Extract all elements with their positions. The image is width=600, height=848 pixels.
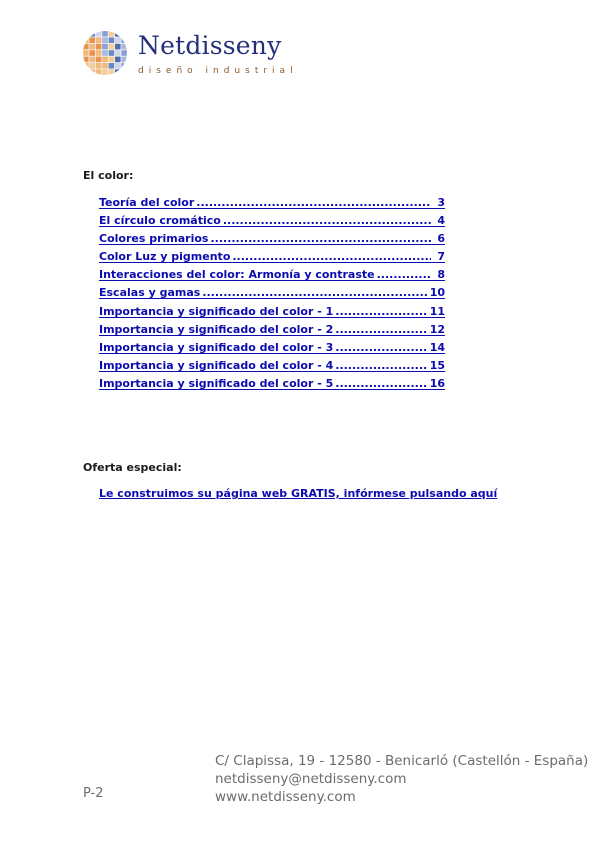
toc-page-number: 4 [437, 214, 445, 228]
toc-row [99, 231, 445, 249]
globe-icon [80, 29, 130, 79]
toc-link[interactable] [99, 213, 445, 227]
toc-page-number: 14 [429, 340, 445, 354]
toc-entry-title: Importancia y significado del color - 4 [99, 358, 334, 372]
toc-link[interactable] [99, 376, 445, 390]
footer-website: www.netdisseny.com [215, 789, 356, 805]
toc-row [99, 376, 445, 394]
toc-link[interactable] [99, 322, 445, 336]
toc-entry-title: Teoría del color [99, 196, 195, 209]
toc-dot-leader [375, 267, 431, 280]
toc-link[interactable] [99, 231, 445, 245]
toc-link[interactable] [99, 267, 445, 281]
toc-row [99, 322, 445, 340]
footer-email: netdisseny@netdisseny.com [215, 771, 407, 787]
toc-page-number: 11 [429, 304, 445, 318]
toc-dot-leader [221, 213, 431, 226]
offer-section-title: Oferta especial: [83, 461, 182, 474]
toc-dot-leader [333, 340, 427, 353]
toc-dot-leader [333, 376, 427, 389]
toc-dot-leader [194, 195, 431, 208]
color-section-title: El color: [83, 169, 134, 182]
toc-dot-leader [333, 304, 427, 317]
toc-entry-title: Importancia y significado del color - 5 [99, 376, 334, 390]
toc-row [99, 358, 445, 376]
toc-entry-title: Importancia y significado del color - 3 [99, 340, 334, 354]
toc-page-number: 7 [437, 250, 445, 264]
toc-row [99, 267, 445, 285]
toc-dot-leader [208, 231, 431, 244]
brand-name: Netdisseny [138, 31, 282, 60]
footer-address: C/ Clapissa, 19 - 12580 - Benicarló (Castellón - España) [215, 753, 589, 769]
toc-dot-leader [230, 249, 431, 262]
toc-entry-title: Colores primarios [99, 232, 209, 246]
toc-link[interactable] [99, 340, 445, 354]
page-number: P-2 [83, 786, 104, 801]
toc-page-number: 3 [437, 196, 445, 209]
toc-page-number: 6 [437, 232, 445, 246]
toc-page-number: 8 [437, 268, 445, 282]
toc-row [99, 213, 445, 231]
toc-row [99, 340, 445, 358]
toc-link[interactable] [99, 304, 445, 318]
toc-link[interactable] [99, 285, 445, 299]
toc-row [99, 304, 445, 322]
free-website-offer-link[interactable]: Le construimos su página web GRATIS, infórmese pulsando aquí [99, 487, 498, 500]
toc-entry-title: Escalas y gamas [99, 286, 201, 300]
table-of-contents [99, 195, 445, 394]
toc-row [99, 249, 445, 267]
toc-dot-leader [333, 322, 427, 335]
toc-link[interactable] [99, 358, 445, 372]
brand-tagline: diseño industrial [138, 66, 298, 76]
toc-entry-title: Interacciones del color: Armonía y contraste [99, 268, 375, 282]
toc-page-number: 16 [429, 376, 445, 390]
toc-entry-title: El círculo cromático [99, 214, 221, 228]
toc-page-number: 12 [429, 322, 445, 336]
toc-row [99, 285, 445, 303]
toc-page-number: 10 [429, 286, 445, 300]
netdisseny-logo [80, 29, 330, 77]
toc-dot-leader [200, 285, 427, 298]
toc-link[interactable] [99, 249, 445, 263]
toc-row [99, 195, 445, 213]
toc-entry-title: Importancia y significado del color - 1 [99, 304, 334, 318]
toc-entry-title: Color Luz y pigmento [99, 250, 231, 264]
toc-dot-leader [333, 358, 427, 371]
toc-page-number: 15 [429, 358, 445, 372]
toc-link[interactable] [99, 195, 445, 209]
footer-contact [215, 752, 588, 806]
toc-entry-title: Importancia y significado del color - 2 [99, 322, 334, 336]
